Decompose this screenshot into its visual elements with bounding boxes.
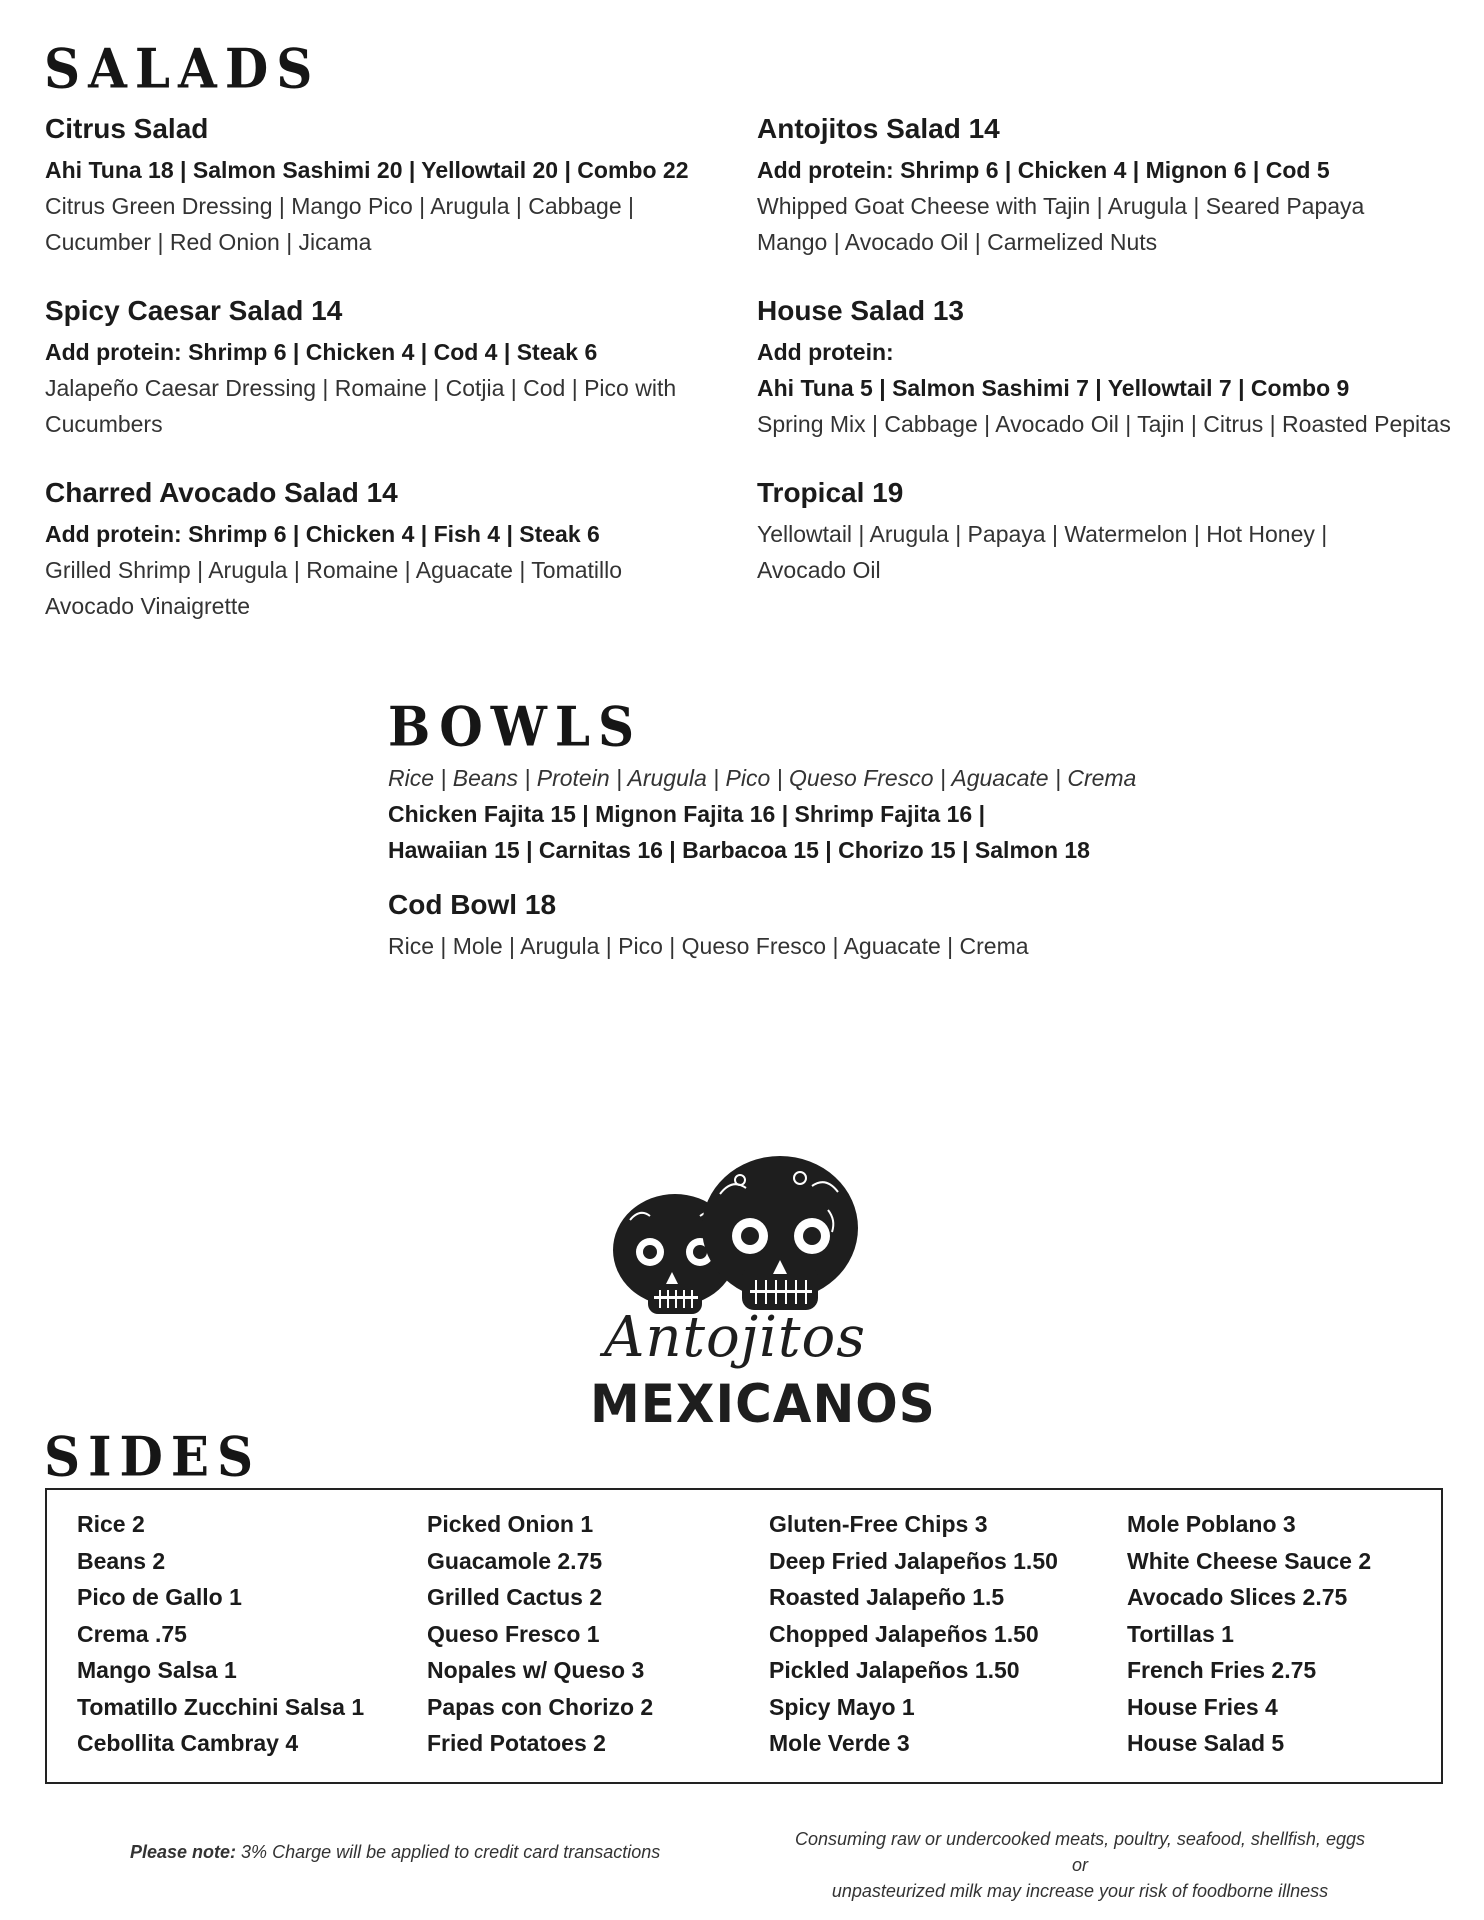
side-item: Pico de Gallo 1 (77, 1584, 242, 1610)
salads-heading: SALADS (44, 36, 321, 101)
menu-item-antojitos-salad (757, 112, 1364, 260)
side-item: House Fries 4 (1127, 1693, 1278, 1720)
menu-item-charred-avocado-salad (45, 476, 622, 624)
item-description: Cucumber | Red Onion | Jicama (45, 229, 372, 255)
menu-item-house-salad (757, 294, 1451, 442)
side-item: Mole Poblano 3 (1127, 1511, 1296, 1537)
item-title: Spicy Caesar Salad 14 (45, 295, 343, 326)
note-text: 3% Charge will be applied to credit card transactions (236, 1842, 661, 1862)
item-proteins: Add protein: Shrimp 6 | Chicken 4 | Cod 4 | Steak 6 (45, 339, 598, 365)
side-item: Rice 2 (77, 1511, 145, 1537)
credit-card-note (130, 1842, 660, 1863)
side-item: Guacamole 2.75 (427, 1547, 603, 1574)
logo-script-text: Antojitos (604, 1305, 866, 1370)
logo-caps-text: MEXICANOS (590, 1373, 936, 1435)
side-item: Mango Salsa 1 (77, 1657, 237, 1683)
item-proteins: Ahi Tuna 5 | Salmon Sashimi 7 | Yellowtail 7 | Combo 9 (757, 375, 1350, 401)
sides-column (77, 1506, 364, 1762)
item-title: Antojitos Salad 14 (757, 113, 1000, 144)
bowl-options-line: Chicken Fajita 15 | Mignon Fajita 16 | Shrimp Fajita 16 | (388, 801, 986, 827)
sides-column (769, 1506, 1058, 1762)
side-item: Deep Fried Jalapeños 1.50 (769, 1547, 1058, 1574)
side-item: Nopales w/ Queso 3 (427, 1657, 645, 1683)
side-item: Avocado Slices 2.75 (1127, 1584, 1348, 1610)
menu-item-spicy-caesar-salad (45, 294, 676, 442)
side-item: Crema .75 (77, 1620, 187, 1647)
food-safety-warning (790, 1826, 1370, 1904)
side-item: Tomatillo Zucchini Salsa 1 (77, 1693, 365, 1720)
item-title: House Salad 13 (757, 295, 964, 326)
bowl-base-ingredients: Rice | Beans | Protein | Arugula | Pico | Queso Fresco | Aguacate | Crema (388, 765, 1137, 791)
sugar-skulls-icon (590, 1150, 880, 1320)
item-description: Citrus Green Dressing | Mango Pico | Arugula | Cabbage | (45, 193, 634, 219)
side-item: Grilled Cactus 2 (427, 1584, 603, 1610)
side-item: Pickled Jalapeños 1.50 (769, 1657, 1020, 1683)
item-title: Charred Avocado Salad 14 (45, 477, 398, 508)
item-proteins: Add protein: (757, 339, 894, 365)
item-description: Cucumbers (45, 411, 163, 437)
warning-line: unpasteurized milk may increase your risk of foodborne illness (831, 1881, 1329, 1901)
item-title: Citrus Salad (45, 113, 209, 144)
side-item: Papas con Chorizo 2 (427, 1693, 654, 1720)
side-item: Tortillas 1 (1127, 1620, 1234, 1647)
bowl-options-line: Hawaiian 15 | Carnitas 16 | Barbacoa 15 | Chorizo 15 | Salmon 18 (388, 837, 1090, 863)
side-item: Mole Verde 3 (769, 1730, 910, 1756)
side-item: Queso Fresco 1 (427, 1620, 600, 1647)
item-description: Spring Mix | Cabbage | Avocado Oil | Tajin | Citrus | Roasted Pepitas (757, 411, 1451, 437)
restaurant-logo (590, 1150, 936, 1435)
item-description: Jalapeño Caesar Dressing | Romaine | Cotjia | Cod | Pico with (45, 375, 677, 401)
side-item: Roasted Jalapeño 1.5 (769, 1584, 1005, 1610)
item-description: Whipped Goat Cheese with Tajin | Arugula | Seared Papaya (757, 193, 1365, 219)
note-label: Please note: (130, 1842, 237, 1862)
item-proteins: Add protein: Shrimp 6 | Chicken 4 | Mignon 6 | Cod 5 (757, 157, 1330, 183)
item-proteins: Ahi Tuna 18 | Salmon Sashimi 20 | Yellowtail 20 | Combo 22 (45, 157, 689, 183)
item-description: Avocado Vinaigrette (45, 593, 251, 619)
bowls-heading: BOWLS (388, 694, 643, 759)
side-item: Fried Potatoes 2 (427, 1730, 606, 1756)
cod-bowl-title: Cod Bowl 18 (388, 889, 557, 920)
menu-item-tropical (757, 476, 1327, 588)
sides-box (45, 1488, 1443, 1784)
side-item: White Cheese Sauce 2 (1127, 1547, 1372, 1574)
side-item: Spicy Mayo 1 (769, 1693, 915, 1720)
item-proteins: Add protein: Shrimp 6 | Chicken 4 | Fish 4 | Steak 6 (45, 521, 600, 547)
bowls-section (388, 760, 1136, 964)
menu-item-citrus-salad (45, 112, 688, 260)
warning-line: Consuming raw or undercooked meats, poultry, seafood, shellfish, eggs or (795, 1829, 1365, 1875)
side-item: House Salad 5 (1127, 1730, 1285, 1756)
side-item: Cebollita Cambray 4 (77, 1730, 299, 1756)
item-description: Mango | Avocado Oil | Carmelized Nuts (757, 229, 1158, 255)
side-item: Chopped Jalapeños 1.50 (769, 1620, 1039, 1647)
cod-bowl-description: Rice | Mole | Arugula | Pico | Queso Fresco | Aguacate | Crema (388, 933, 1029, 959)
side-item: Picked Onion 1 (427, 1511, 594, 1537)
sides-column (1127, 1506, 1371, 1762)
sides-column (427, 1506, 653, 1762)
side-item: Beans 2 (77, 1547, 166, 1574)
item-description: Yellowtail | Arugula | Papaya | Watermelon | Hot Honey | (757, 521, 1328, 547)
side-item: French Fries 2.75 (1127, 1657, 1317, 1683)
item-description: Avocado Oil (757, 557, 881, 583)
sides-heading: SIDES (44, 1424, 262, 1489)
item-description: Grilled Shrimp | Arugula | Romaine | Aguacate | Tomatillo (45, 557, 623, 583)
side-item: Gluten-Free Chips 3 (769, 1511, 988, 1537)
item-title: Tropical 19 (757, 477, 904, 508)
